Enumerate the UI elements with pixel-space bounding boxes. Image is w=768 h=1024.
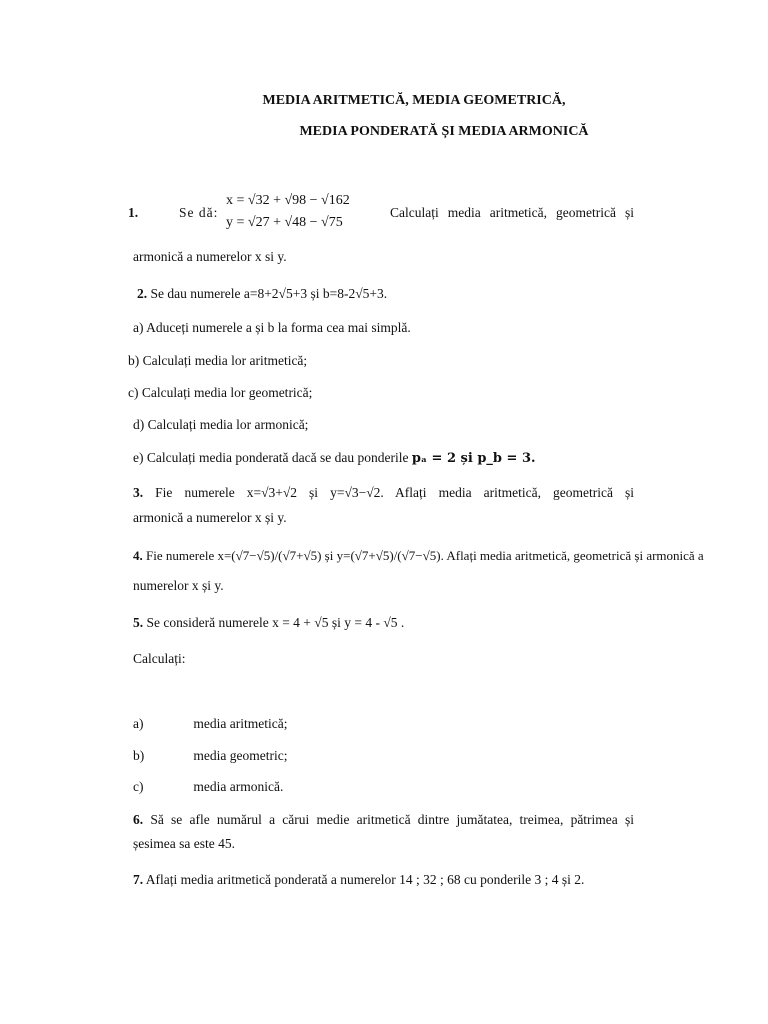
item-label: a)	[133, 716, 144, 731]
problem-1-task: Calculați media aritmetică, geometrică și	[390, 205, 634, 220]
problem-6-line-1	[133, 812, 634, 828]
problem-1-number: 1.	[128, 205, 139, 220]
problem-4-line-2: numerelor x și y.	[133, 578, 224, 593]
problem-2-item-e-text: e) Calculați media ponderată dacă se dau ponderile	[133, 450, 409, 465]
problem-7-number: 7.	[133, 872, 144, 887]
equation-x: x = √32 + √98 − √162	[226, 193, 350, 208]
problem-5-calc-label: Calculați:	[133, 651, 186, 666]
problem-3-number: 3.	[133, 485, 144, 500]
problem-5-item-b	[133, 748, 287, 764]
problem-2-weights: pₐ = 2 și p_b = 3.	[411, 451, 536, 466]
item-label: c)	[133, 779, 144, 794]
problem-2-statement	[137, 286, 387, 302]
problem-5-item-c	[133, 779, 283, 795]
problem-4-number: 4.	[133, 548, 143, 563]
document-title-line-1: MEDIA ARITMETICĂ, MEDIA GEOMETRICĂ,	[262, 93, 566, 108]
equation-y: y = √27 + √48 − √75	[226, 215, 343, 230]
problem-3-line-2: armonică a numerelor x și y.	[133, 510, 287, 525]
document-title-line-2: MEDIA PONDERATĂ ȘI MEDIA ARMONICĂ	[299, 124, 589, 139]
problem-2-item-e	[133, 450, 536, 466]
problem-2-item-b: b) Calculați media lor aritmetică;	[128, 353, 308, 368]
item-text: media aritmetică;	[193, 716, 288, 731]
problem-5-item-a	[133, 716, 287, 732]
problem-2-number: 2.	[137, 286, 148, 301]
problem-1-equations	[226, 190, 350, 234]
problem-5-statement	[133, 615, 404, 631]
problem-6-text: Să se afle numărul a cărui medie aritmetică dintre jumătatea, treimea, pătrimea și	[150, 812, 634, 827]
problem-6-line-2: șesimea sa este 45.	[133, 836, 235, 851]
problem-2-item-d: d) Calculați media lor armonică;	[133, 417, 309, 432]
problem-4-text: Fie numerele x=(√7−√5)/(√7+√5) și y=(√7+√5)/(√7−√5). Aflați media aritmetică, geometrică și armonică a	[146, 548, 704, 563]
problem-3-line-1	[133, 485, 634, 501]
problem-2-item-c: c) Calculați media lor geometrică;	[128, 385, 313, 400]
problem-1-task-continued: armonică a numerelor x si y.	[133, 249, 287, 264]
problem-5-number: 5.	[133, 615, 144, 630]
problem-7-statement	[133, 872, 584, 888]
problem-2-item-a: a) Aduceți numerele a și b la forma cea mai simplă.	[133, 320, 411, 335]
problem-7-text: Aflați media aritmetică ponderată a numerelor 14 ; 32 ; 68 cu ponderile 3 ; 4 și 2.	[145, 872, 585, 887]
problem-3-text: Fie numerele x=√3+√2 și y=√3−√2. Aflați media aritmetică, geometrică și	[155, 485, 634, 500]
problem-1-lead: Se dă:	[179, 205, 219, 220]
item-text: media armonică.	[193, 779, 284, 794]
problem-5-text: Se consideră numerele x = 4 + √5 și y = 4 - √5 .	[146, 615, 405, 630]
item-text: media geometric;	[193, 748, 288, 763]
problem-6-number: 6.	[133, 812, 144, 827]
problem-2-text: Se dau numerele a=8+2√5+3 și b=8-2√5+3.	[150, 286, 388, 301]
item-label: b)	[133, 748, 145, 763]
problem-4-line-1	[133, 548, 704, 564]
